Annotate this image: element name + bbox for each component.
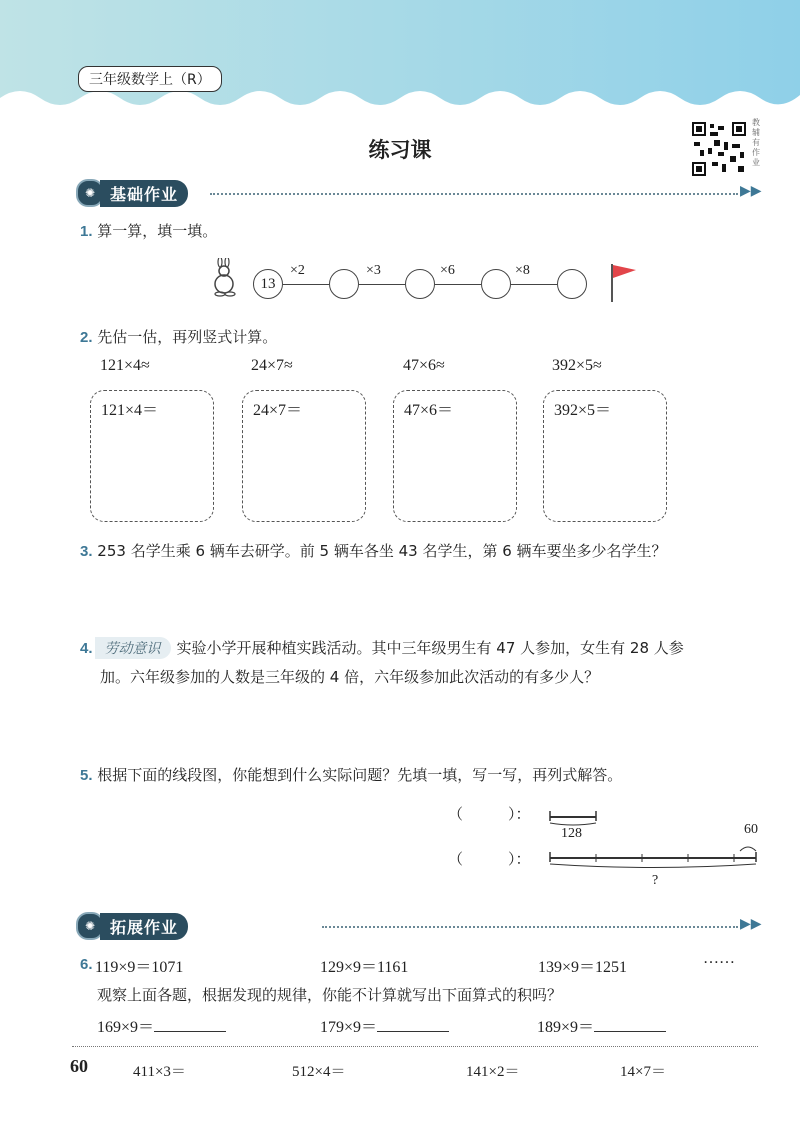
section-extended-tag [76, 913, 188, 939]
work-box[interactable] [543, 390, 667, 522]
footer-equation: 14×7＝ [620, 1064, 666, 1080]
work-box-label: 392×5＝ [554, 402, 612, 419]
fill-equation-text: 179×9＝ [320, 1019, 378, 1036]
estimate-prompt: 24×7≈ [251, 357, 293, 374]
section-divider [322, 926, 738, 928]
double-arrow-icon: ▶▶ [740, 183, 762, 199]
question-6-number: 6. [80, 956, 93, 973]
answer-circle[interactable] [557, 269, 587, 299]
arrow-line [435, 284, 481, 285]
operator-label: ×8 [515, 263, 530, 278]
answer-circle[interactable] [329, 269, 359, 299]
lightbulb-icon: ✺ [76, 912, 104, 940]
segment-value-128: 128 [561, 826, 582, 841]
segment-label-blank[interactable]: （ ）： [448, 807, 531, 823]
header-banner [0, 0, 800, 130]
example-equation: 139×9＝1251 [538, 959, 628, 976]
work-box-label: 24×7＝ [253, 402, 303, 419]
arrow-line [283, 284, 329, 285]
flag-icon [604, 262, 638, 304]
segment-value-60: 60 [744, 822, 758, 837]
section-basic-tag [76, 180, 188, 206]
work-box[interactable] [90, 390, 214, 522]
work-box-label: 121×4＝ [101, 402, 159, 419]
example-equation: 129×9＝1161 [320, 959, 409, 976]
question-5-text: 根据下面的线段图，你能想到什么实际问题？先填一填，写一写，再列式解答。 [97, 766, 623, 784]
question-4-number: 4. [80, 640, 93, 657]
question-4-line-2: 加。六年级参加的人数是三年级的 4 倍，六年级参加此次活动的有多少人？ [100, 668, 600, 686]
page-title: 练习课 [368, 138, 432, 162]
question-4-line-1: 实验小学开展种植实践活动。其中三年级男生有 47 人参加，女生有 28 人参 [176, 639, 684, 657]
book-label: 三年级数学上（R） [78, 66, 222, 92]
question-3-text: 253 名学生乘 6 辆车去研学。前 5 辆车各坐 43 名学生，第 6 辆车要坐多少名学生？ [97, 542, 667, 560]
operator-label: ×2 [290, 263, 305, 278]
fill-equation-text: 169×9＝ [97, 1019, 155, 1036]
footer-equation: 512×4＝ [292, 1064, 346, 1080]
question-1 [80, 220, 217, 241]
footer-equation: 411×3＝ [133, 1064, 186, 1080]
arrow-line [511, 284, 557, 285]
fill-equation [320, 1014, 449, 1037]
fill-equation [97, 1014, 226, 1037]
lightbulb-icon: ✺ [76, 179, 104, 207]
segment-unknown: ? [652, 873, 659, 888]
estimate-prompt: 47×6≈ [403, 357, 445, 374]
question-3 [80, 540, 667, 561]
rabbit-icon [206, 258, 246, 298]
estimate-prompt: 392×5≈ [552, 357, 602, 374]
answer-blank[interactable] [377, 1017, 449, 1032]
work-box[interactable] [393, 390, 517, 522]
labor-awareness-badge: 劳动意识 [95, 637, 171, 659]
segment-label-blank[interactable]: （ ）： [448, 852, 531, 868]
operator-label: ×6 [440, 263, 455, 278]
answer-blank[interactable] [594, 1017, 666, 1032]
answer-circle[interactable] [405, 269, 435, 299]
question-5 [80, 764, 622, 785]
ellipsis: …… [703, 950, 735, 967]
question-5-number: 5. [80, 767, 93, 784]
fill-equation [537, 1014, 666, 1037]
page-number: 60 [70, 1056, 88, 1076]
question-2-text: 先估一估，再列竖式计算。 [97, 328, 278, 346]
work-box[interactable] [242, 390, 366, 522]
fill-equation-text: 189×9＝ [537, 1019, 595, 1036]
estimate-prompt: 121×4≈ [100, 357, 150, 374]
section-divider [210, 193, 738, 195]
section-basic-title: 基础作业 [100, 180, 188, 207]
start-circle: 13 [253, 269, 283, 299]
section-extended-title: 拓展作业 [100, 913, 188, 940]
footer-divider [72, 1046, 758, 1047]
arrow-line [359, 284, 405, 285]
footer-equation: 141×2＝ [466, 1064, 520, 1080]
question-1-text: 算一算，填一填。 [97, 222, 218, 240]
question-3-number: 3. [80, 543, 93, 560]
work-box-label: 47×6＝ [404, 402, 454, 419]
qr-caption: 教辅有作业 [752, 118, 760, 167]
question-1-number: 1. [80, 223, 93, 240]
answer-blank[interactable] [154, 1017, 226, 1032]
operator-label: ×3 [366, 263, 381, 278]
question-6-instruction: 观察上面各题，根据发现的规律，你能不计算就写出下面算式的积吗？ [97, 986, 563, 1004]
double-arrow-icon: ▶▶ [740, 916, 762, 932]
question-2-number: 2. [80, 329, 93, 346]
question-2 [80, 326, 277, 347]
example-equation: 119×9＝1071 [95, 959, 184, 976]
answer-circle[interactable] [481, 269, 511, 299]
question-4 [80, 637, 684, 659]
